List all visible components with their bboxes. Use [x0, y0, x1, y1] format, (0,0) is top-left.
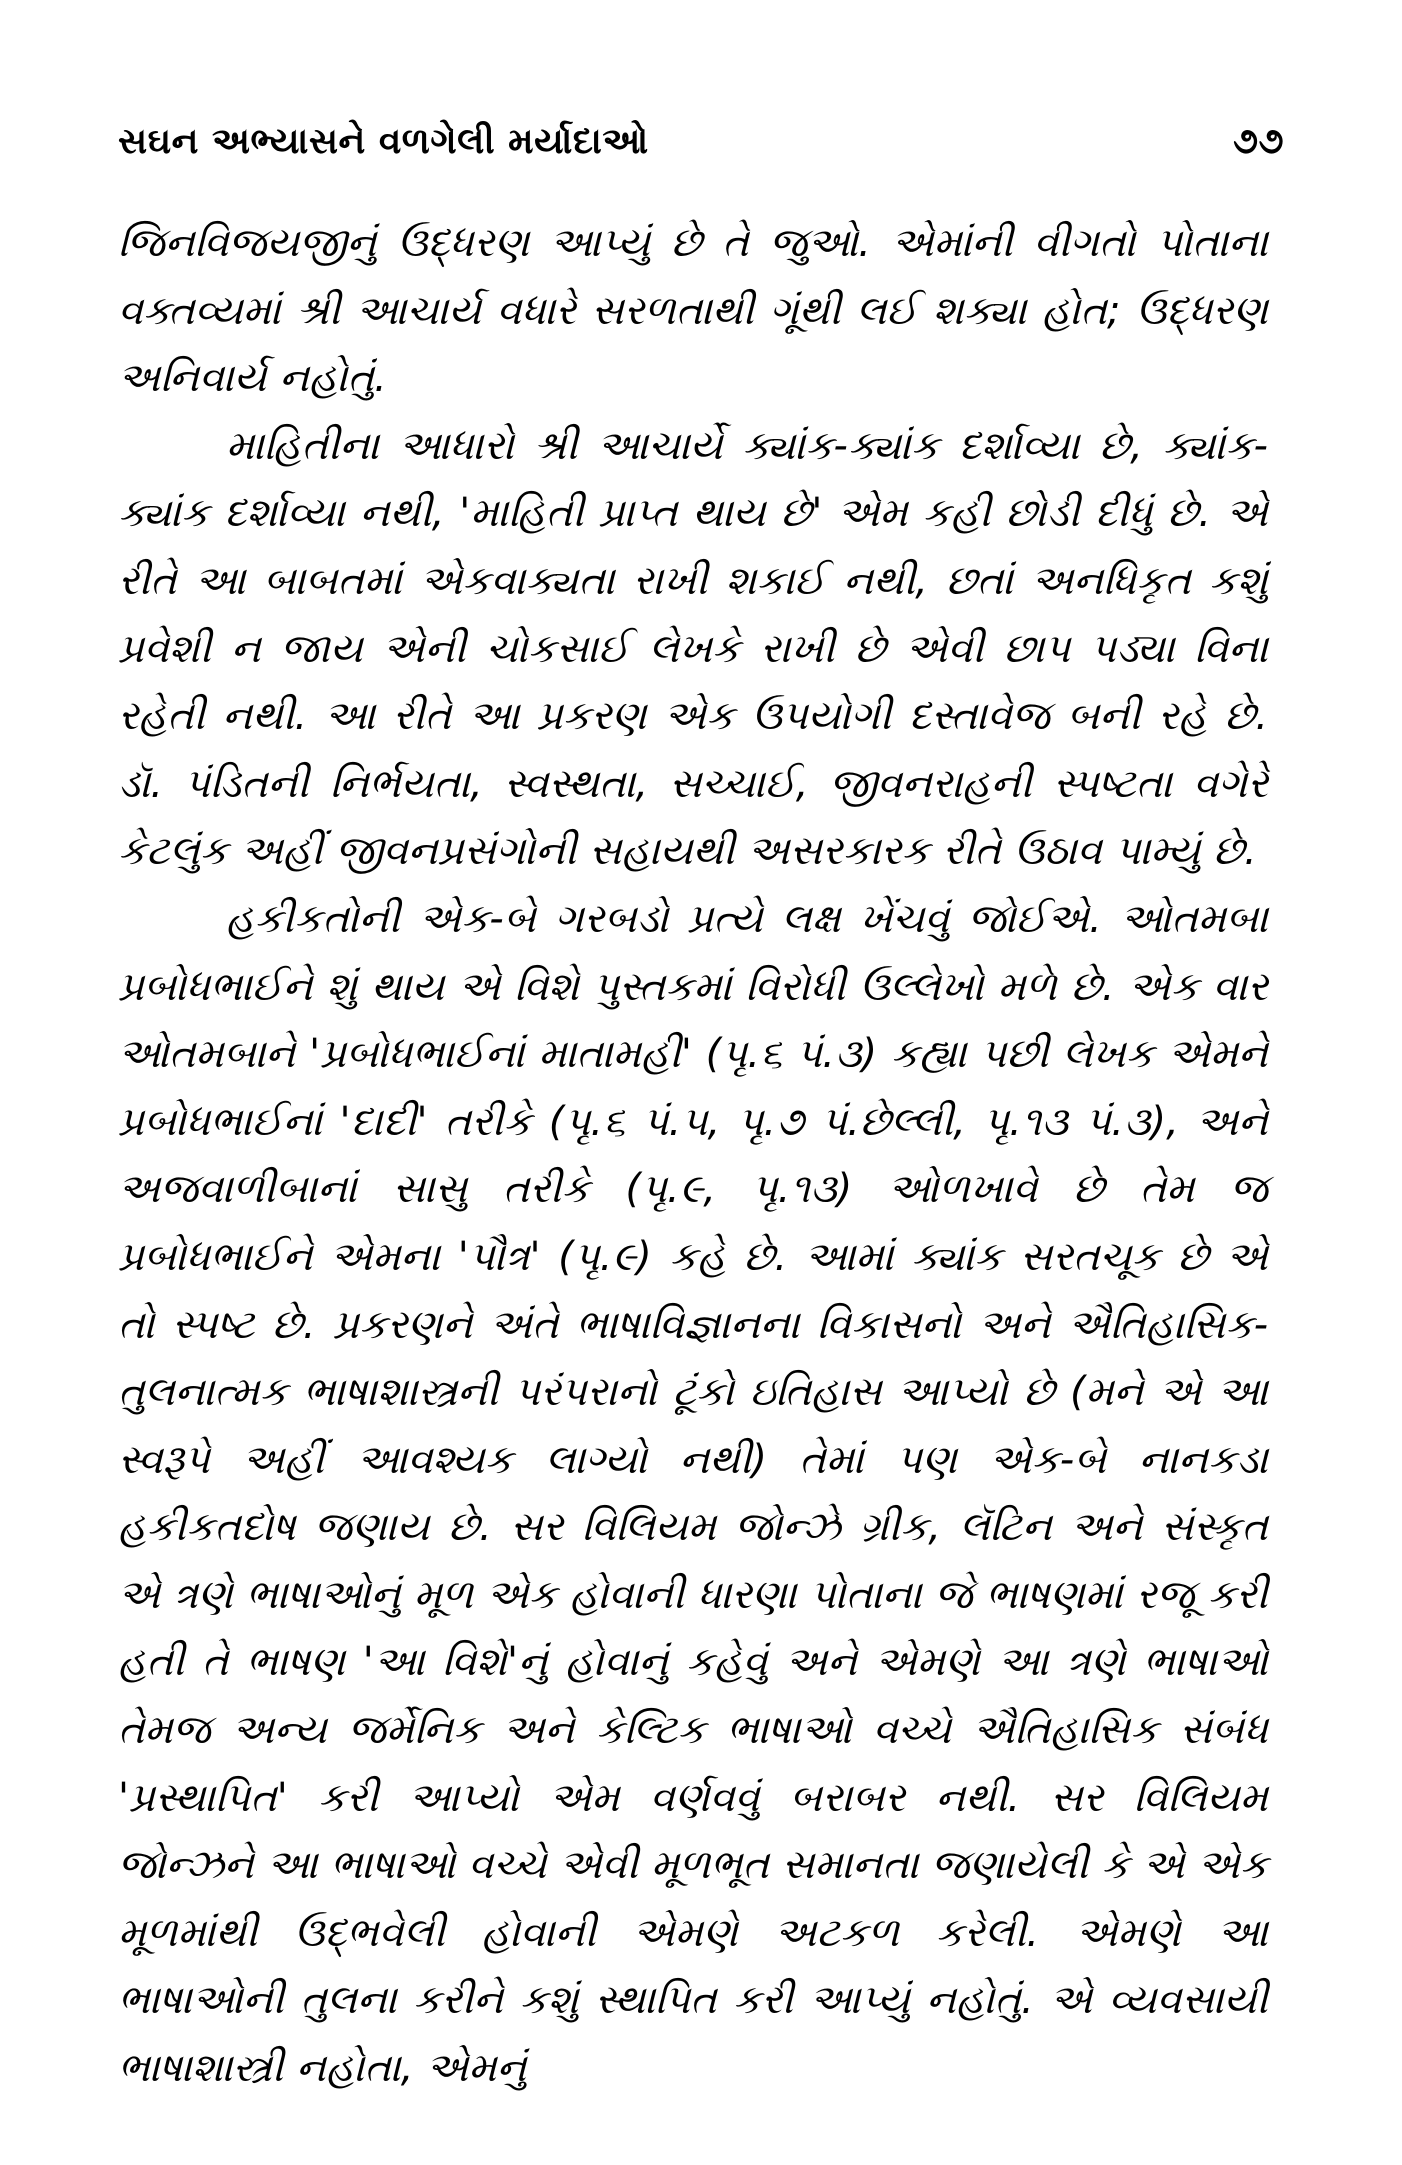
paragraph: હકીકતોની એક-બે ગરબડો પ્રત્યે લક્ષ ખેંચવું જોઈએ. ઓતમબા પ્રબોધભાઈને શું થાય એ વિશે પુસ્તકમાં વિરોધી ઉલ્લેખો મળે છે. એક વાર ઓતમબાને 'પ્રબોધભાઈનાં માતામહી' (પૃ.૬ પં.૩) કહ્યા પછી લેખક એમને પ્રબોધભાઈનાં 'દાદી' તરીકે (પૃ.૬ પં.૫, પૃ.૭ પં.છેલ્લી, પૃ.૧૩ પં.૩), અને અજવાળીબાનાં સાસુ તરીકે (પૃ.૯, પૃ.૧૩) ઓળખાવે છે તેમ જ પ્રબોધભાઈને એમના 'પૌત્ર' (પૃ.૯) કહે છે. આમાં ક્યાંક સરતચૂક છે એ તો સ્પષ્ટ છે. પ્રકરણને અંતે ભાષાવિજ્ઞાનના વિકાસનો અને ઐતિહાસિક-તુલનાત્મક ભાષાશાસ્ત્રની પરંપરાનો ટૂંકો ઇતિહાસ આપ્યો છે (મને એ આ સ્વરૂપે અહીં આવશ્યક લાગ્યો નથી) તેમાં પણ એક-બે નાનકડા હકીકતદોષ જણાય છે. સર વિલિયમ જોન્ઝે ગ્રીક, લૅટિન અને સંસ્કૃત એ ત્રણે ભાષાઓનું મૂળ એક હોવાની ધારણા પોતાના જે ભાષણમાં રજૂ કરી હતી તે ભાષણ 'આ વિશે'નું હોવાનું કહેવું અને એમણે આ ત્રણે ભાષાઓ તેમજ અન્ય જર્મેનિક અને કેલ્ટિક ભાષાઓ વચ્ચે ઐતિહાસિક સંબંધ 'પ્રસ્થાપિત' કરી આપ્યો એમ વર્ણવવું બરાબર નથી. સર વિલિયમ જોન્ઝને આ ભાષાઓ વચ્ચે એવી મૂળભૂત સમાનતા જણાયેલી કે એ એક મૂળમાંથી ઉદ્ભવેલી હોવાની એમણે અટકળ કરેલી. એમણે આ ભાષાઓની તુલના કરીને કશું સ્થાપિત કરી આપ્યું નહોતું. એ વ્યવસાયી ભાષાશાસ્ત્રી નહોતા, એમનું	[118, 895, 1268, 2092]
paragraph: માહિતીના આધારો શ્રી આચાર્યે ક્યાંક-ક્યાંક દર્શાવ્યા છે, ક્યાંક-ક્યાંક દર્શાવ્યા નથી, 'માહિતી પ્રાપ્ત થાય છે' એમ કહી છોડી દીધું છે. એ રીતે આ બાબતમાં એકવાક્યતા રાખી શકાઈ નથી, છતાં અનધિકૃત કશું પ્રવેશી ન જાય એની ચોકસાઈ લેખકે રાખી છે એવી છાપ પડ્યા વિના રહેતી નથી. આ રીતે આ પ્રકરણ એક ઉપયોગી દસ્તાવેજ બની રહે છે. ડૉ. પંડિતની નિર્ભયતા, સ્વસ્થતા, સચ્ચાઈ, જીવનરાહની સ્પષ્ટતા વગેરે કેટલુંક અહીં જીવનપ્રસંગોની સહાયથી અસરકારક રીતે ઉઠાવ પામ્યું છે.	[118, 422, 1268, 875]
running-title: સઘન અભ્યાસને વળગેલી મર્યાદાઓ	[118, 121, 649, 162]
running-header	[118, 112, 1284, 172]
page-number: ૭૭	[1232, 121, 1284, 162]
paragraph-continuation: જિનવિજયજીનું ઉદ્ધરણ આપ્યું છે તે જુઓ. એમાંની વીગતો પોતાના વક્તવ્યમાં શ્રી આચાર્ય વધારે સરળતાથી ગૂંથી લઈ શક્યા હોત; ઉદ્ધરણ અનિવાર્ય નહોતું.	[118, 220, 1268, 402]
body-text	[118, 210, 1268, 2103]
